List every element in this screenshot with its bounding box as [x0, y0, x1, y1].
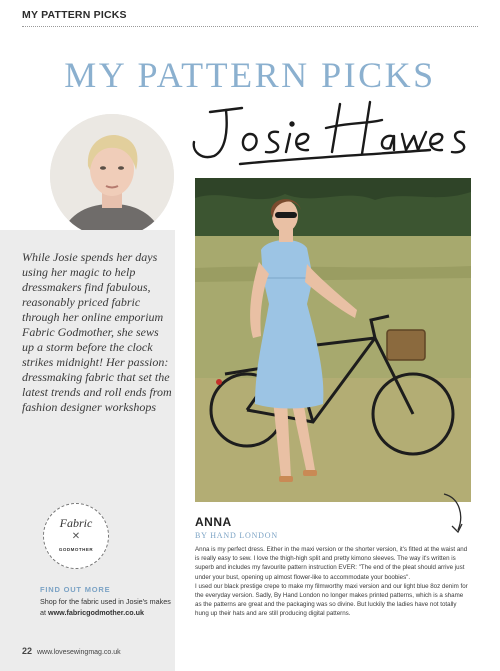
shop-text-body: Shop for the fabric used in Josie's makes at — [40, 597, 171, 617]
header-strip — [0, 0, 500, 30]
pattern-paragraph-2: I used our black prestige crepe to make my filmworthy maxi version and our light blue 8oz denim for the everyday version. Sadly, By Hand London no longer makes printed patterns, which is a shame as the patterns are great and the packaging was so divine. But luckily the ladies have not totally hung up their hats and are still producing digital patterns. — [195, 582, 468, 618]
section-tag: MY PATTERN PICKS — [22, 9, 127, 21]
pattern-name: ANNA — [195, 515, 232, 529]
photo-woman-with-bicycle — [195, 178, 471, 502]
portrait-image — [50, 114, 174, 238]
shop-text — [40, 596, 175, 618]
shop-url-link[interactable]: www.fabricgodmother.co.uk — [48, 608, 144, 617]
logo-name: Fabric — [59, 516, 93, 530]
logo-subtitle: GODMOTHER — [58, 547, 94, 552]
pattern-paragraph-1: Anna is my perfect dress. Either in the maxi version or the shorter version, it's fitted at the waist and is really easy to sew. I love the thigh-high split and pretty kimono sleeves. The way it's written is superb and includes my favourite pattern instruction EVER: "The end of the pleat should arrive just under your bust, opening up almost flower-like to accommodate your boobies". — [195, 546, 468, 581]
portrait-photo — [50, 114, 174, 238]
page-title: MY PATTERN PICKS — [64, 55, 436, 95]
signature-josie-hawes — [180, 90, 480, 170]
header-rule — [22, 26, 478, 27]
intro-text: While Josie spends her days using her magic to help dressmakers find fabulous, reasonably priced fabric through her online emporium Fabric Godmother, she sews up a storm before the clock strikes midnight! Her passion: dressmaking fabric that set the latest trends and roll ends from fashion designer workshops — [22, 250, 172, 414]
pattern-description — [195, 545, 471, 619]
footer-site[interactable]: www.lovesewingmag.co.uk — [36, 649, 121, 656]
feature-photo — [195, 178, 471, 502]
page-number: 22 — [22, 646, 33, 656]
pattern-brand: BY HAND LONDON — [195, 531, 278, 540]
logo-needle-icon: ✕ — [71, 531, 81, 542]
arrow-icon — [440, 488, 468, 536]
fabric-godmother-logo — [43, 503, 109, 569]
page-footer — [22, 646, 121, 656]
find-more-heading: FIND OUT MORE — [40, 585, 111, 594]
